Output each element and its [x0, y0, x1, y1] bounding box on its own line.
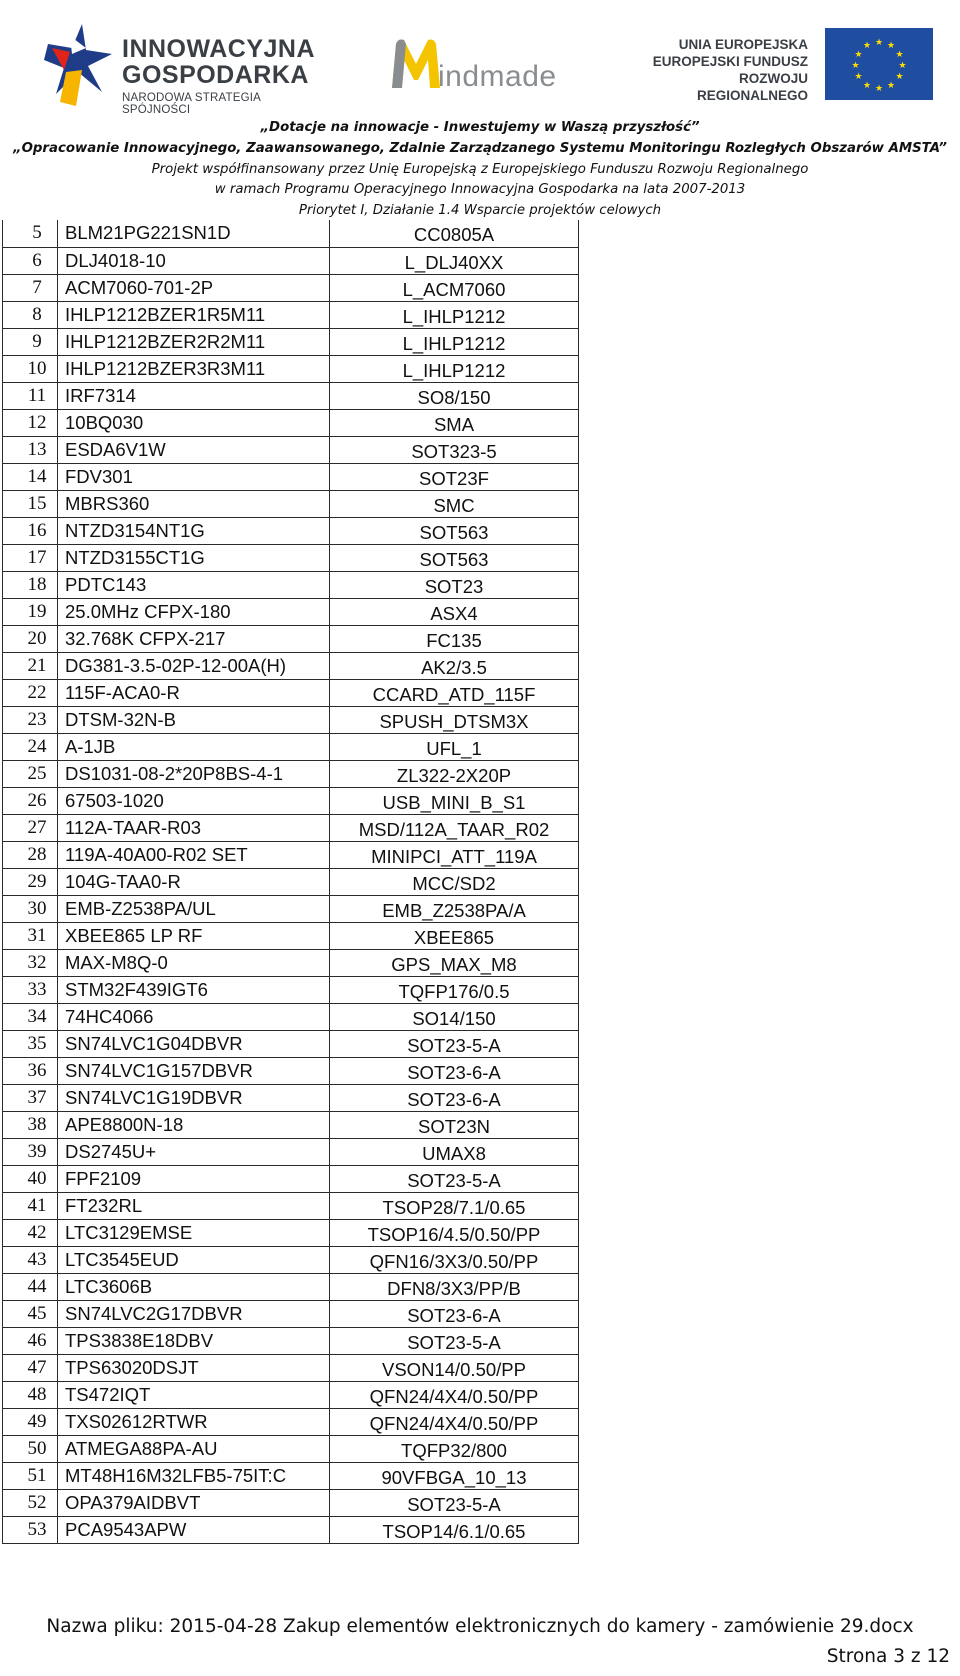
footprint-cell: L_IHLP1212	[330, 328, 579, 355]
row-number-cell: 33	[3, 976, 58, 1003]
eu-logo-line1: UNIA EUROPEJSKA	[678, 37, 808, 52]
table-row	[3, 1030, 579, 1057]
table-row	[3, 922, 579, 949]
row-number-cell: 34	[3, 1003, 58, 1030]
svg-text:★: ★	[862, 41, 872, 51]
footer-file-name: Nazwa pliku: 2015-04-28 Zakup elementów elektronicznych do kamery - zamówienie 29.docx	[46, 1616, 914, 1637]
part-number-cell: FT232RL	[58, 1192, 330, 1219]
row-number-cell: 23	[3, 706, 58, 733]
footprint-cell: MINIPCI_ATT_119A	[330, 841, 579, 868]
innowacyjna-logo-line1: INNOWACYJNA	[122, 35, 316, 63]
table-row	[3, 1246, 579, 1273]
innowacyjna-logo-line3: NARODOWA STRATEGIA SPÓJNOŚCI	[122, 92, 261, 116]
part-number-cell: DS2745U+	[58, 1138, 330, 1165]
footprint-cell: AK2/3.5	[330, 652, 579, 679]
footprint-cell: TQFP32/800	[330, 1435, 579, 1462]
row-number-cell: 22	[3, 679, 58, 706]
innowacyjna-logo-line2: GOSPODARKA	[122, 61, 309, 89]
row-number-cell: 49	[3, 1408, 58, 1435]
footprint-cell: L_IHLP1212	[330, 301, 579, 328]
table-row	[3, 1327, 579, 1354]
footprint-cell: SOT563	[330, 544, 579, 571]
part-number-cell: 112A-TAAR-R03	[58, 814, 330, 841]
footprint-cell: SMA	[330, 409, 579, 436]
table-row	[3, 1300, 579, 1327]
footprint-cell: SO14/150	[330, 1003, 579, 1030]
footprint-cell: TQFP176/0.5	[330, 976, 579, 1003]
table-row	[3, 760, 579, 787]
part-number-cell: 32.768K CFPX-217	[58, 625, 330, 652]
row-number-cell: 26	[3, 787, 58, 814]
row-number-cell: 37	[3, 1084, 58, 1111]
svg-text:★: ★	[895, 50, 904, 60]
row-number-cell: 42	[3, 1219, 58, 1246]
footprint-cell: QFN24/4X4/0.50/PP	[330, 1381, 579, 1408]
table-row	[3, 1192, 579, 1219]
svg-text:★: ★	[898, 61, 907, 71]
footprint-cell: SOT23-6-A	[330, 1084, 579, 1111]
part-number-cell: DS1031-08-2*20P8BS-4-1	[58, 760, 330, 787]
footprint-cell: SOT323-5	[330, 436, 579, 463]
row-number-cell: 28	[3, 841, 58, 868]
row-number-cell: 41	[3, 1192, 58, 1219]
svg-text:★: ★	[851, 61, 860, 71]
svg-text:★: ★	[886, 41, 896, 51]
table-row	[3, 679, 579, 706]
eu-logo-line2: EUROPEJSKI FUNDUSZ	[652, 54, 808, 69]
part-number-cell: DLJ4018-10	[58, 247, 330, 274]
row-number-cell: 31	[3, 922, 58, 949]
row-number-cell: 39	[3, 1138, 58, 1165]
footprint-cell: MCC/SD2	[330, 868, 579, 895]
table-row	[3, 1354, 579, 1381]
row-number-cell: 51	[3, 1462, 58, 1489]
footprint-cell: SOT23-6-A	[330, 1300, 579, 1327]
row-number-cell: 6	[3, 247, 58, 274]
svg-text:★: ★	[854, 72, 863, 82]
part-number-cell: TS472IQT	[58, 1381, 330, 1408]
footprint-cell: L_DLJ40XX	[330, 247, 579, 274]
part-number-cell: LTC3545EUD	[58, 1246, 330, 1273]
table-row	[3, 247, 579, 274]
footprint-cell: L_IHLP1212	[330, 355, 579, 382]
part-number-cell: IHLP1212BZER3R3M11	[58, 355, 330, 382]
row-number-cell: 17	[3, 544, 58, 571]
footprint-cell: SOT563	[330, 517, 579, 544]
header-slogan: „Dotacje na innowacje - Inwestujemy w Waszą przyszłość”	[260, 120, 700, 135]
part-number-cell: SN74LVC2G17DBVR	[58, 1300, 330, 1327]
table-row	[3, 1003, 579, 1030]
table-row	[3, 436, 579, 463]
footprint-cell: GPS_MAX_M8	[330, 949, 579, 976]
table-row	[3, 328, 579, 355]
part-number-cell: 10BQ030	[58, 409, 330, 436]
footprint-cell: SPUSH_DTSM3X	[330, 706, 579, 733]
row-number-cell: 40	[3, 1165, 58, 1192]
row-number-cell: 14	[3, 463, 58, 490]
footprint-cell: UMAX8	[330, 1138, 579, 1165]
row-number-cell: 8	[3, 301, 58, 328]
part-number-cell: 74HC4066	[58, 1003, 330, 1030]
svg-text:★: ★	[886, 81, 896, 91]
table-row	[3, 463, 579, 490]
part-number-cell: TXS02612RTWR	[58, 1408, 330, 1435]
row-number-cell: 18	[3, 571, 58, 598]
footprint-cell: ZL322-2X20P	[330, 760, 579, 787]
footprint-cell: SOT23	[330, 571, 579, 598]
row-number-cell: 19	[3, 598, 58, 625]
eu-logo	[634, 24, 934, 103]
footprint-cell: TSOP14/6.1/0.65	[330, 1516, 579, 1543]
innowacyjna-gospodarka-logo	[42, 14, 316, 116]
part-number-cell: APE8800N-18	[58, 1111, 330, 1138]
part-number-cell: SN74LVC1G04DBVR	[58, 1030, 330, 1057]
part-number-cell: SN74LVC1G157DBVR	[58, 1057, 330, 1084]
part-number-cell: MT48H16M32LFB5-75IT:C	[58, 1462, 330, 1489]
part-number-cell: 25.0MHz CFPX-180	[58, 598, 330, 625]
row-number-cell: 16	[3, 517, 58, 544]
row-number-cell: 38	[3, 1111, 58, 1138]
footprint-cell: QFN16/3X3/0.50/PP	[330, 1246, 579, 1273]
parts-table	[2, 220, 579, 1544]
row-number-cell: 15	[3, 490, 58, 517]
row-number-cell: 48	[3, 1381, 58, 1408]
eu-logo-line3: ROZWOJU REGIONALNEGO	[696, 71, 808, 103]
part-number-cell: OPA379AIDBVT	[58, 1489, 330, 1516]
row-number-cell: 7	[3, 274, 58, 301]
part-number-cell: A-1JB	[58, 733, 330, 760]
table-row	[3, 625, 579, 652]
row-number-cell: 32	[3, 949, 58, 976]
svg-text:★: ★	[874, 84, 884, 94]
table-row	[3, 733, 579, 760]
table-row	[3, 517, 579, 544]
row-number-cell: 25	[3, 760, 58, 787]
row-number-cell: 29	[3, 868, 58, 895]
table-row	[3, 814, 579, 841]
row-number-cell: 21	[3, 652, 58, 679]
table-row	[3, 220, 579, 247]
part-number-cell: 119A-40A00-R02 SET	[58, 841, 330, 868]
table-row	[3, 895, 579, 922]
part-number-cell: 104G-TAA0-R	[58, 868, 330, 895]
table-row	[3, 1111, 579, 1138]
table-row	[3, 382, 579, 409]
eu-flag-icon	[825, 28, 933, 100]
svg-text:★: ★	[854, 50, 863, 60]
part-number-cell: FPF2109	[58, 1165, 330, 1192]
parts-table-body	[3, 220, 579, 1543]
table-row	[3, 1057, 579, 1084]
row-number-cell: 12	[3, 409, 58, 436]
part-number-cell: SN74LVC1G19DBVR	[58, 1084, 330, 1111]
footprint-cell: SOT23F	[330, 463, 579, 490]
row-number-cell: 11	[3, 382, 58, 409]
footprint-cell: SO8/150	[330, 382, 579, 409]
footprint-cell: USB_MINI_B_S1	[330, 787, 579, 814]
footprint-cell: TSOP16/4.5/0.50/PP	[330, 1219, 579, 1246]
part-number-cell: ACM7060-701-2P	[58, 274, 330, 301]
row-number-cell: 9	[3, 328, 58, 355]
part-number-cell: IRF7314	[58, 382, 330, 409]
footprint-cell: UFL_1	[330, 733, 579, 760]
header-priority: Priorytet I, Działanie 1.4 Wsparcie projektów celowych	[298, 203, 662, 219]
footprint-cell: VSON14/0.50/PP	[330, 1354, 579, 1381]
part-number-cell: LTC3129EMSE	[58, 1219, 330, 1246]
footprint-cell: SOT23-5-A	[330, 1030, 579, 1057]
table-row	[3, 652, 579, 679]
footprint-cell: L_ACM7060	[330, 274, 579, 301]
part-number-cell: FDV301	[58, 463, 330, 490]
svg-text:★: ★	[862, 81, 872, 91]
footprint-cell: SOT23-5-A	[330, 1327, 579, 1354]
table-row	[3, 490, 579, 517]
table-row	[3, 598, 579, 625]
part-number-cell: 67503-1020	[58, 787, 330, 814]
part-number-cell: PCA9543APW	[58, 1516, 330, 1543]
footprint-cell: XBEE865	[330, 922, 579, 949]
footprint-cell: CCARD_ATD_115F	[330, 679, 579, 706]
table-row	[3, 787, 579, 814]
table-row	[3, 355, 579, 382]
part-number-cell: MAX-M8Q-0	[58, 949, 330, 976]
part-number-cell: STM32F439IGT6	[58, 976, 330, 1003]
part-number-cell: NTZD3154NT1G	[58, 517, 330, 544]
row-number-cell: 52	[3, 1489, 58, 1516]
table-row	[3, 1273, 579, 1300]
table-row	[3, 571, 579, 598]
header-program: w ramach Programu Operacyjnego Innowacyjna Gospodarka na lata 2007-2013	[214, 182, 746, 198]
part-number-cell: BLM21PG221SN1D	[58, 220, 330, 247]
table-row	[3, 1462, 579, 1489]
svg-text:★: ★	[874, 38, 884, 48]
part-number-cell: ATMEGA88PA-AU	[58, 1435, 330, 1462]
table-row	[3, 706, 579, 733]
footprint-cell: SOT23-6-A	[330, 1057, 579, 1084]
eu-logo-text	[634, 36, 808, 104]
table-row	[3, 841, 579, 868]
part-number-cell: DG381-3.5-02P-12-00A(H)	[58, 652, 330, 679]
row-number-cell: 36	[3, 1057, 58, 1084]
footprint-cell: QFN24/4X4/0.50/PP	[330, 1408, 579, 1435]
part-number-cell: NTZD3155CT1G	[58, 544, 330, 571]
footprint-cell: DFN8/3X3/PP/B	[330, 1273, 579, 1300]
footprint-cell: ASX4	[330, 598, 579, 625]
table-row	[3, 868, 579, 895]
row-number-cell: 24	[3, 733, 58, 760]
table-row	[3, 1165, 579, 1192]
row-number-cell: 30	[3, 895, 58, 922]
footprint-cell: SOT23N	[330, 1111, 579, 1138]
table-row	[3, 1489, 579, 1516]
footprint-cell: EMB_Z2538PA/A	[330, 895, 579, 922]
table-row	[3, 1408, 579, 1435]
part-number-cell: TPS63020DSJT	[58, 1354, 330, 1381]
footprint-cell: MSD/112A_TAAR_R02	[330, 814, 579, 841]
row-number-cell: 45	[3, 1300, 58, 1327]
footprint-cell: FC135	[330, 625, 579, 652]
table-row	[3, 1435, 579, 1462]
row-number-cell: 53	[3, 1516, 58, 1543]
footprint-cell: SOT23-5-A	[330, 1489, 579, 1516]
part-number-cell: MBRS360	[58, 490, 330, 517]
part-number-cell: XBEE865 LP RF	[58, 922, 330, 949]
row-number-cell: 35	[3, 1030, 58, 1057]
header-project-title: „Opracowanie Innowacyjnego, Zaawansowanego, Zdalnie Zarządzanego Systemu Monitoringu Rozległych Obszarów AMSTA”	[13, 140, 947, 156]
row-number-cell: 27	[3, 814, 58, 841]
table-row	[3, 274, 579, 301]
row-number-cell: 5	[3, 220, 58, 247]
footprint-cell: SMC	[330, 490, 579, 517]
part-number-cell: EMB-Z2538PA/UL	[58, 895, 330, 922]
table-row	[3, 1084, 579, 1111]
row-number-cell: 13	[3, 436, 58, 463]
svg-text:★: ★	[895, 72, 904, 82]
row-number-cell: 10	[3, 355, 58, 382]
footprint-cell: CC0805A	[330, 220, 579, 247]
row-number-cell: 50	[3, 1435, 58, 1462]
table-row	[3, 1381, 579, 1408]
table-row	[3, 409, 579, 436]
header-logos	[0, 0, 960, 118]
part-number-cell: TPS3838E18DBV	[58, 1327, 330, 1354]
table-row	[3, 1219, 579, 1246]
part-number-cell: DTSM-32N-B	[58, 706, 330, 733]
innowacyjna-star-icon	[42, 14, 114, 110]
part-number-cell: IHLP1212BZER2R2M11	[58, 328, 330, 355]
mindmade-logo	[388, 34, 568, 94]
table-row	[3, 544, 579, 571]
part-number-cell: LTC3606B	[58, 1273, 330, 1300]
footprint-cell: SOT23-5-A	[330, 1165, 579, 1192]
header-cofinancing: Projekt współfinansowany przez Unię Europejską z Europejskiego Funduszu Rozwoju Regionalnego	[151, 161, 809, 177]
table-row	[3, 1138, 579, 1165]
mindmade-logo-text: indmade	[438, 60, 557, 93]
footprint-cell: 90VFBGA_10_13	[330, 1462, 579, 1489]
row-number-cell: 47	[3, 1354, 58, 1381]
row-number-cell: 20	[3, 625, 58, 652]
row-number-cell: 43	[3, 1246, 58, 1273]
table-row	[3, 976, 579, 1003]
row-number-cell: 46	[3, 1327, 58, 1354]
table-row	[3, 949, 579, 976]
part-number-cell: IHLP1212BZER1R5M11	[58, 301, 330, 328]
row-number-cell: 44	[3, 1273, 58, 1300]
table-row	[3, 301, 579, 328]
part-number-cell: 115F-ACA0-R	[58, 679, 330, 706]
table-row	[3, 1516, 579, 1543]
footprint-cell: TSOP28/7.1/0.65	[330, 1192, 579, 1219]
part-number-cell: ESDA6V1W	[58, 436, 330, 463]
project-header	[0, 118, 960, 222]
part-number-cell: PDTC143	[58, 571, 330, 598]
footer-page-number: Strona 3 z 12	[826, 1646, 950, 1667]
